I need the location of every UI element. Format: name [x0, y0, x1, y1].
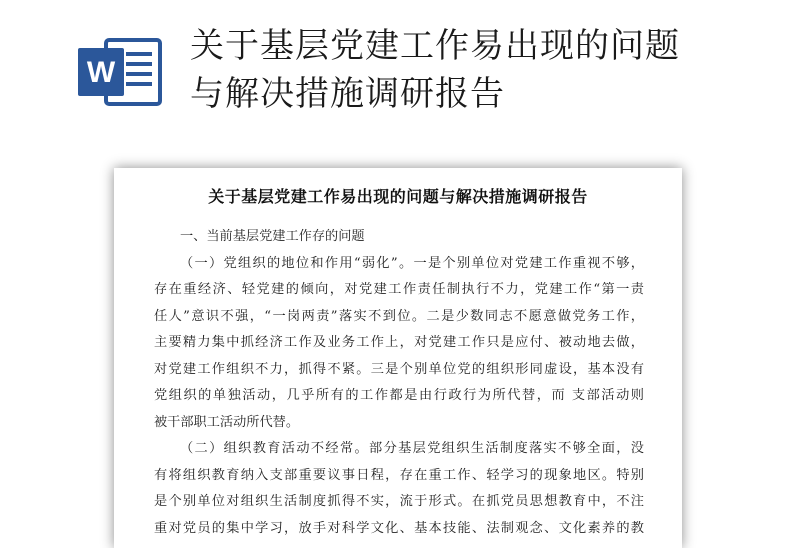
page-title-line-2: 与解决措施调研报告: [190, 74, 505, 114]
page-title: [190, 22, 780, 118]
word-document-icon: [76, 34, 164, 110]
document-body: [154, 224, 644, 542]
body-line: 存在重经济、轻党建的倾向，对党建工作责任制执行不力，党建工作“第一责: [154, 282, 644, 297]
document-page-preview: [114, 168, 682, 548]
body-line: 重对党员的集中学习，放手对科学文化、基本技能、法制观念、文化素养的教: [154, 520, 644, 536]
word-letter: W: [86, 56, 116, 89]
body-line: 任人”意识不强，“一岗两责”落实不到位。二是少数同志不愿意做党务工作，: [154, 308, 644, 324]
body-line: 有将组织教育纳入支部重要议事日程，存在重工作、轻学习的现象地区。特别: [154, 467, 644, 483]
body-line: 一、当前基层党建工作存的问题: [180, 229, 365, 244]
body-line: 主要精力集中抓经济工作及业务工作上，对党建工作只是应付、被动地去做，: [154, 335, 644, 350]
document-title: 关于基层党建工作易出现的问题与解决措施调研报告: [208, 187, 588, 206]
body-line: 是个别单位对组织生活制度抓得不实，流于形式。在抓党员思想教育中，不注: [154, 494, 644, 509]
body-line: 党组织的单独活动，几乎所有的工作都是由行政行为所代替，而 支部活动则: [154, 388, 644, 403]
body-line: （一）党组织的地位和作用“弱化”。一是个别单位对党建工作重视不够，: [180, 255, 644, 271]
body-line: 被干部职工活动所代替。: [154, 414, 300, 430]
body-line: （二）组织教育活动不经常。部分基层党组织生活制度落实不够全面，没: [180, 441, 644, 456]
page-title-line-1: 关于基层党建工作易出现的问题: [190, 26, 680, 66]
body-line: 对党建工作组织不力，抓得不紧。三是个别单位党的组织形同虚设，基本没有: [154, 361, 644, 377]
